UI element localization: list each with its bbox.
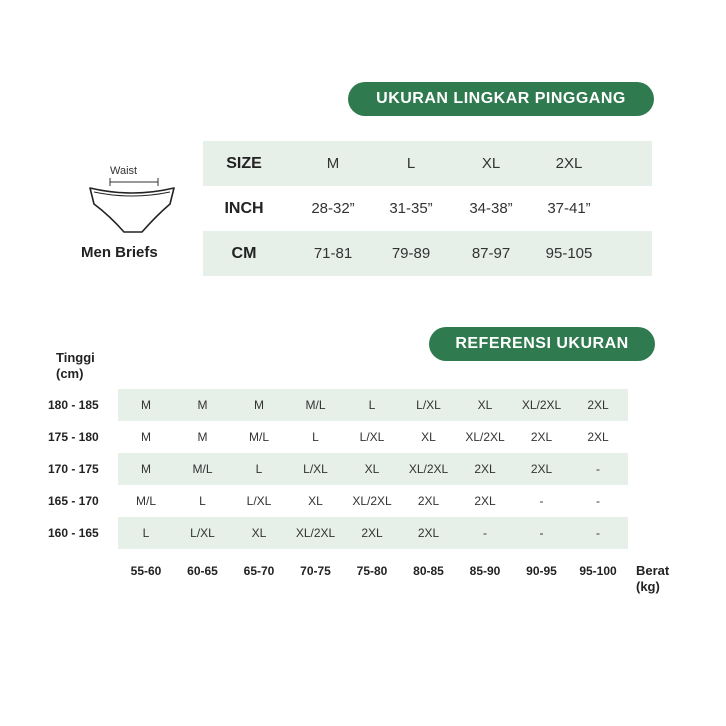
size-reference-title: REFERENSI UKURAN bbox=[429, 327, 655, 361]
size-cell: M bbox=[141, 398, 151, 412]
size-cell: 2XL bbox=[361, 526, 383, 540]
size-cell: L/XL bbox=[303, 462, 328, 476]
table-row bbox=[118, 517, 628, 549]
product-label: Men Briefs bbox=[81, 244, 158, 261]
height-axis-label bbox=[56, 350, 95, 382]
table-cell: XL bbox=[481, 155, 501, 172]
size-cell: 2XL bbox=[530, 430, 553, 444]
size-cell: M bbox=[197, 430, 208, 444]
weight-unit: (kg) bbox=[636, 579, 660, 594]
size-cell: 2XL bbox=[417, 526, 440, 540]
size-cell: - bbox=[596, 462, 600, 476]
size-cell: 2XL bbox=[587, 430, 609, 444]
size-cell: XL/2XL bbox=[408, 462, 449, 476]
table-cell: 95-105 bbox=[545, 245, 593, 262]
height-label: Tinggi bbox=[56, 350, 95, 365]
weight-range-label: 55-60 bbox=[130, 564, 162, 578]
size-cell: 2XL bbox=[417, 494, 440, 508]
table-cell: 28-32” bbox=[311, 200, 355, 217]
weight-range-label: 80-85 bbox=[413, 564, 444, 578]
weight-label: Berat bbox=[636, 563, 670, 578]
waist-size-title: UKURAN LINGKAR PINGGANG bbox=[348, 82, 654, 116]
weight-range-label: 70-75 bbox=[300, 564, 331, 578]
size-cell: XL/2XL bbox=[352, 494, 392, 508]
table-cell: 2XL bbox=[555, 155, 583, 172]
size-cell: L bbox=[368, 398, 376, 412]
table-cell: 71-81 bbox=[313, 245, 353, 262]
size-cell: 2XL bbox=[474, 494, 496, 508]
height-range-label: 165 - 170 bbox=[48, 494, 99, 508]
size-cell: M/L bbox=[248, 430, 269, 444]
weight-range-label: 60-65 bbox=[187, 564, 218, 578]
size-cell: M bbox=[141, 462, 151, 476]
size-row bbox=[203, 141, 652, 186]
table-cell: M bbox=[326, 155, 340, 172]
size-cell: M/L bbox=[305, 398, 326, 412]
size-cell: L bbox=[142, 526, 150, 540]
row-header: CM bbox=[231, 245, 257, 262]
size-cell: L/XL bbox=[246, 494, 272, 508]
inch-row bbox=[203, 186, 652, 231]
waist-label: Waist bbox=[110, 165, 138, 177]
size-cell: XL/2XL bbox=[521, 398, 562, 412]
weight-range-label: 65-70 bbox=[243, 564, 275, 578]
weight-axis-label bbox=[636, 563, 669, 595]
size-cell: M bbox=[197, 398, 208, 412]
briefs-illustration bbox=[76, 160, 176, 245]
size-cell: - bbox=[596, 494, 600, 508]
weight-range-label: 75-80 bbox=[356, 564, 388, 578]
table-cell: L bbox=[406, 155, 416, 172]
size-cell: L/XL bbox=[359, 430, 385, 444]
size-cell: XL bbox=[477, 398, 493, 412]
size-cell: L/XL bbox=[190, 526, 215, 540]
cm-row bbox=[203, 231, 652, 276]
row-header: SIZE bbox=[226, 155, 262, 172]
size-cell: - bbox=[483, 526, 487, 540]
weight-range-label: 90-95 bbox=[526, 564, 557, 578]
size-cell: XL bbox=[251, 526, 267, 540]
size-cell: - bbox=[539, 526, 544, 540]
size-cell: XL bbox=[364, 462, 380, 476]
size-cell: 2XL bbox=[474, 462, 496, 476]
size-cell: L bbox=[199, 494, 206, 508]
table-cell: 31-35” bbox=[389, 200, 433, 217]
height-range-label: 160 - 165 bbox=[48, 526, 99, 540]
height-range-label: 170 - 175 bbox=[48, 462, 99, 476]
height-unit: (cm) bbox=[56, 366, 84, 381]
height-range-label: 175 - 180 bbox=[48, 430, 99, 444]
table-cell: 34-38” bbox=[469, 200, 513, 217]
size-cell: L bbox=[255, 462, 263, 476]
size-cell: XL/2XL bbox=[465, 430, 505, 444]
weight-range-label: 85-90 bbox=[469, 564, 501, 578]
table-row bbox=[118, 389, 628, 421]
size-cell: L/XL bbox=[416, 398, 441, 412]
size-cell: - bbox=[539, 494, 544, 508]
size-cell: M/L bbox=[192, 462, 213, 476]
table-cell: 79-89 bbox=[391, 245, 431, 262]
size-cell: XL bbox=[308, 494, 323, 508]
weight-range-label: 95-100 bbox=[579, 564, 617, 578]
table-row bbox=[118, 453, 628, 485]
size-cell: M bbox=[254, 398, 264, 412]
size-cell: XL bbox=[421, 430, 436, 444]
size-cell: M/L bbox=[135, 494, 156, 508]
row-header: INCH bbox=[224, 200, 264, 217]
size-cell: 2XL bbox=[530, 462, 553, 476]
table-row bbox=[118, 421, 628, 453]
height-range-label: 180 - 185 bbox=[48, 398, 99, 412]
size-cell: 2XL bbox=[587, 398, 609, 412]
size-cell: - bbox=[596, 526, 600, 540]
size-cell: L bbox=[312, 430, 319, 444]
table-cell: 87-97 bbox=[471, 245, 511, 262]
size-cell: XL/2XL bbox=[295, 526, 336, 540]
table-cell: 37-41” bbox=[547, 200, 591, 217]
table-row bbox=[118, 485, 628, 517]
size-cell: M bbox=[141, 430, 151, 444]
